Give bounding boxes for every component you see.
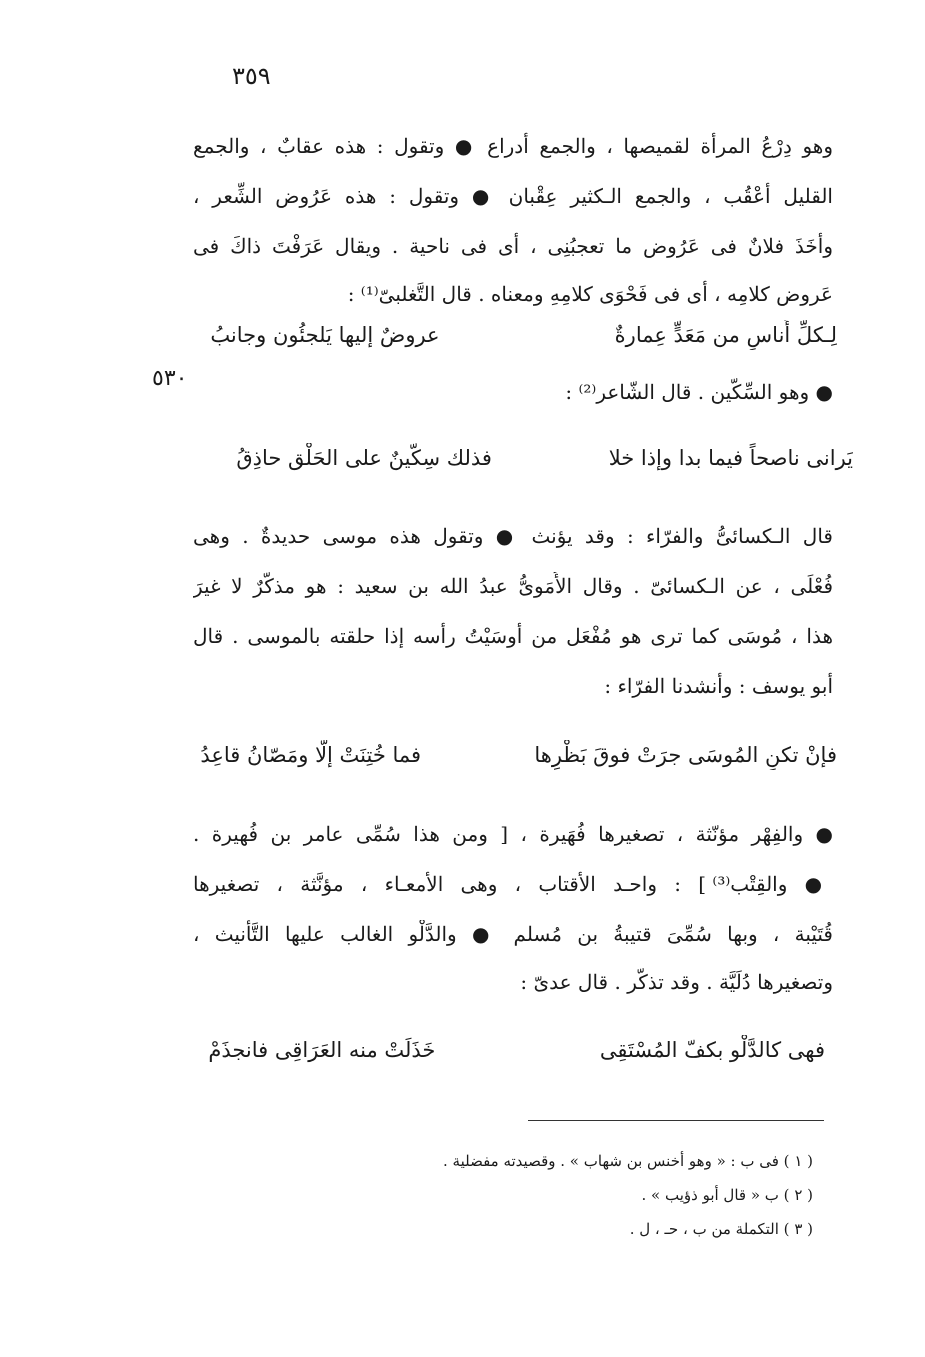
verse <box>205 1035 825 1065</box>
text-line: عَروض كلامِه ، أى فى فَحْوَى كلامِهِ ومعناه . قال التَّغلبىّ⁽¹⁾ : <box>347 282 833 306</box>
text-line: ● والقِتْب⁽³⁾ ] : واحـد الأقتاب ، وهى الأمعـاء ، مؤنَّثة ، تصغيرها <box>193 872 833 896</box>
page-number: ٣٥٩ <box>232 62 271 90</box>
verse <box>197 320 837 350</box>
text-line: وأَخَذَ فلانٌ فى عَرُوضٍ ما تعجبُنِى ، أى فى ناحية . ويقال عَرَفْتَ ذاكَ فى <box>193 234 833 258</box>
verse-hemistich-right: لِـكلِّ أُناسٍ من مَعَدٍّ عِمارةٌ <box>614 323 837 347</box>
text-line: هذا ، مُوسَى كما ترى هو مُفْعَل من أوسَيْتُ رأسه إذا حلقته بالموسى . قال <box>193 624 833 648</box>
text-line: ● وهو السِّكّين . قال الشّاعر⁽²⁾ : <box>565 380 833 404</box>
text-line: وتصغيرها دُلَيَّة . وقد تذكَّر . قال عدىّ : <box>520 970 833 994</box>
text-line: أبو يوسف : وأنشدنا الفرّاء : <box>604 674 833 698</box>
footnote: ( ١ ) فى ب : « وهو أخنس بن شهاب » . وقصيدته مفضلية . <box>443 1152 813 1170</box>
footnote: ( ٢ ) ب « قال أبو ذؤيب » . <box>641 1186 813 1204</box>
footnote-separator <box>528 1120 824 1121</box>
text-line: فُعْلَى ، عن الـكسائىّ . وقال الأُمَوىُّ عبدُ الله بن سعيد : هو مذكّرٌ لا غيرَ <box>193 574 833 598</box>
text-line: وهو دِرْعُ المرأة لقميصها ، والجمع أدراع ● وتقول : هذه عقابٌ ، والجمع <box>193 134 833 158</box>
verse-hemistich-right: فهى كالدَّلْو بكفّ المُسْتَقِى <box>599 1038 825 1062</box>
margin-number: ٥٣٠ <box>152 366 188 391</box>
verse-hemistich-right: يَرانى ناصحاً فيما بدا وإذا خلا <box>608 446 853 470</box>
footnote: ( ٣ ) التكملة من ب ، حـ ، ل . <box>629 1220 813 1238</box>
text-line: القليل أَعْقُب ، والجمع الـكثير عِقْبان ● وتقول : هذه عَرُوض الشِّعر ، <box>193 184 833 208</box>
verse <box>233 443 853 473</box>
verse-hemistich-left: خَذَلَتْ منه العَرَاقِى فانجذَمْ <box>208 1038 436 1062</box>
text-line: ● والفِهْر مؤنّثة ، تصغيرها فُهَيرة ، [ ومن هذا سُمِّى عامر بن فُهيرة . <box>193 822 833 846</box>
verse-hemistich-left: فذلك سِكّينٌ على الحَلْق حاذِقُ <box>236 446 492 470</box>
verse <box>197 740 837 770</box>
verse-hemistich-right: فإنْ تكنِ المُوسَى جرَتْ فوقَ بَظْرِها <box>534 743 837 767</box>
text-line: قال الـكسائىُّ والفرّاء : وقد يؤنث ● وتقول هذه موسى حديدةٌ . وهى <box>193 524 833 548</box>
text-line: قُتَيْبة ، وبها سُمِّىَ قتيبةُ بن مُسلم ● والدَّلْو الغالب عليها التَّأنيث ، <box>193 922 833 946</box>
verse-hemistich-left: فما خُتِنَتْ إلّا ومَصّانُ قاعِدُ <box>200 743 422 767</box>
verse-hemistich-left: عروضٌ إليها يَلجئُون وجانبُ <box>210 323 440 347</box>
